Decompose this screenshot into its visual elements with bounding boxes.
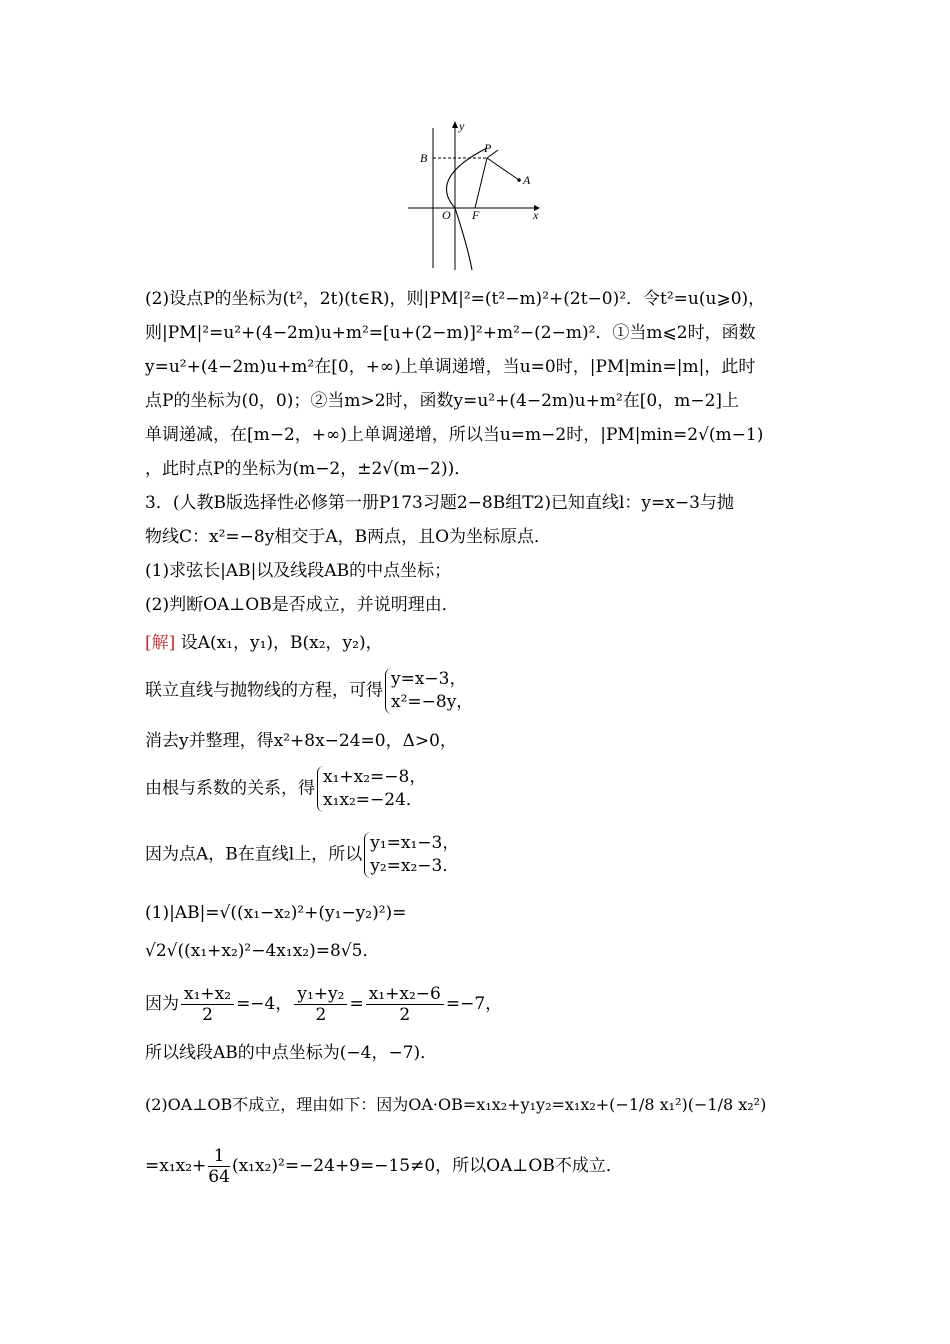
text-span: = <box>349 994 364 1014</box>
fraction <box>181 984 234 1025</box>
text-line: y=u²+(4−2m)u+m²在[0，+∞)上单调递增，当u=0时，|PM|min=|m|，此时 <box>145 357 756 377</box>
system-eq: x₁+x₂=−8， <box>323 767 427 787</box>
equation-system <box>385 668 473 714</box>
label-b: B <box>420 151 428 165</box>
system-eq: y₁=x₁−3， <box>370 833 460 853</box>
text-line: 消去y并整理，得x²+8x−24=0，Δ>0， <box>145 731 457 751</box>
fraction <box>294 984 347 1025</box>
text-line: ，此时点P的坐标为(m−2，±2√(m−2))． <box>145 459 472 479</box>
point-a <box>517 178 521 182</box>
system-eq: y=x−3， <box>391 669 467 689</box>
solution-text: 设A(x₁，y₁)，B(x₂，y₂)， <box>180 633 383 653</box>
text-span: =x₁x₂+ <box>145 1156 207 1176</box>
label-p: P <box>484 141 492 155</box>
system-intro: 因为点A，B在直线l上，所以 <box>145 844 363 865</box>
system-intro: 联立直线与抛物线的方程，可得 <box>145 680 383 701</box>
question-1: (1)求弦长|AB|以及线段AB的中点坐标； <box>145 561 452 581</box>
text-line: 物线C：x²=−8y相交于A，B两点，且O为坐标原点． <box>145 527 552 547</box>
problem-3-stem: 3．(人教B版选择性必修第一册P173习题2−8B组T2)已知直线l：y=x−3与抛 <box>145 493 734 513</box>
system-eq: x₁x₂=−24． <box>323 790 423 810</box>
denominator: 2 <box>399 1005 411 1025</box>
fraction <box>208 1146 230 1187</box>
numerator: x₁+x₂ <box>181 984 234 1005</box>
question-2: (2)判断OA⊥OB是否成立，并说明理由． <box>145 595 459 615</box>
text-line: (2)OA⊥OB不成立，理由如下：因为OA·OB=x₁x₂+y₁y₂=x₁x₂+(−1/8 x₁²)(−1/8 x₂²) <box>145 1095 767 1114</box>
label-o: O <box>442 208 451 222</box>
fraction-line <box>145 1146 623 1187</box>
system-intro: 由根与系数的关系，得 <box>145 778 315 799</box>
system-line <box>145 766 426 812</box>
denominator: 64 <box>208 1167 230 1187</box>
text-span: =−7， <box>445 994 503 1014</box>
label-a: A <box>523 173 531 187</box>
segment-pa <box>487 158 519 180</box>
text-line: (2)设点P的坐标为(t²，2t)(t∈R)，则|PM|²=(t²−m)²+(2t−0)²．令t²=u(u⩾0)， <box>145 289 766 309</box>
fraction-line <box>145 984 502 1025</box>
system-line <box>145 832 459 878</box>
text-line: √2√((x₁+x₂)²−4x₁x₂)=8√5． <box>145 941 380 961</box>
text-line: 则|PM|²=u²+(4−2m)u+m²=[u+(2−m)]²+m²−(2−m)²．①当m⩽2时，函数 <box>145 323 756 343</box>
text-line: 所以线段AB的中点坐标为(−4，−7)． <box>145 1043 438 1063</box>
parabola-figure <box>398 118 546 278</box>
system-eq: y₂=x₂−3． <box>370 856 460 876</box>
system-line <box>145 668 473 714</box>
parabola-curve <box>447 148 487 270</box>
denominator: 2 <box>315 1005 327 1025</box>
numerator: y₁+y₂ <box>294 984 347 1005</box>
equation-system <box>364 832 459 878</box>
text-line: 单调递减，在[m−2，+∞)上单调递增，所以当u=m−2时，|PM|min=2√(m−1) <box>145 425 764 445</box>
y-axis-arrow <box>452 121 458 128</box>
fraction <box>366 984 444 1025</box>
numerator: 1 <box>208 1146 230 1167</box>
solution-start <box>145 632 383 654</box>
solution-tag: [解] <box>145 633 176 653</box>
text-span: 因为 <box>145 994 179 1014</box>
text-span: =−4， <box>236 994 293 1014</box>
system-eq: x²=−8y， <box>391 692 474 712</box>
parabola-diagram <box>398 118 546 278</box>
equation-system <box>317 766 426 812</box>
numerator: x₁+x₂−6 <box>366 984 444 1005</box>
label-x: x <box>533 208 539 222</box>
label-f: F <box>472 208 480 222</box>
text-span: (x₁x₂)²=−24+9=−15≠0，所以OA⊥OB不成立． <box>231 1156 623 1176</box>
label-y: y <box>459 119 465 133</box>
segment-pf <box>475 158 487 208</box>
denominator: 2 <box>202 1005 213 1025</box>
text-line: 点P的坐标为(0，0)；②当m>2时，函数y=u²+(4−2m)u+m²在[0，m−2]上 <box>145 391 740 411</box>
text-line: (1)|AB|=√((x₁−x₂)²+(y₁−y₂)²)= <box>145 903 407 923</box>
